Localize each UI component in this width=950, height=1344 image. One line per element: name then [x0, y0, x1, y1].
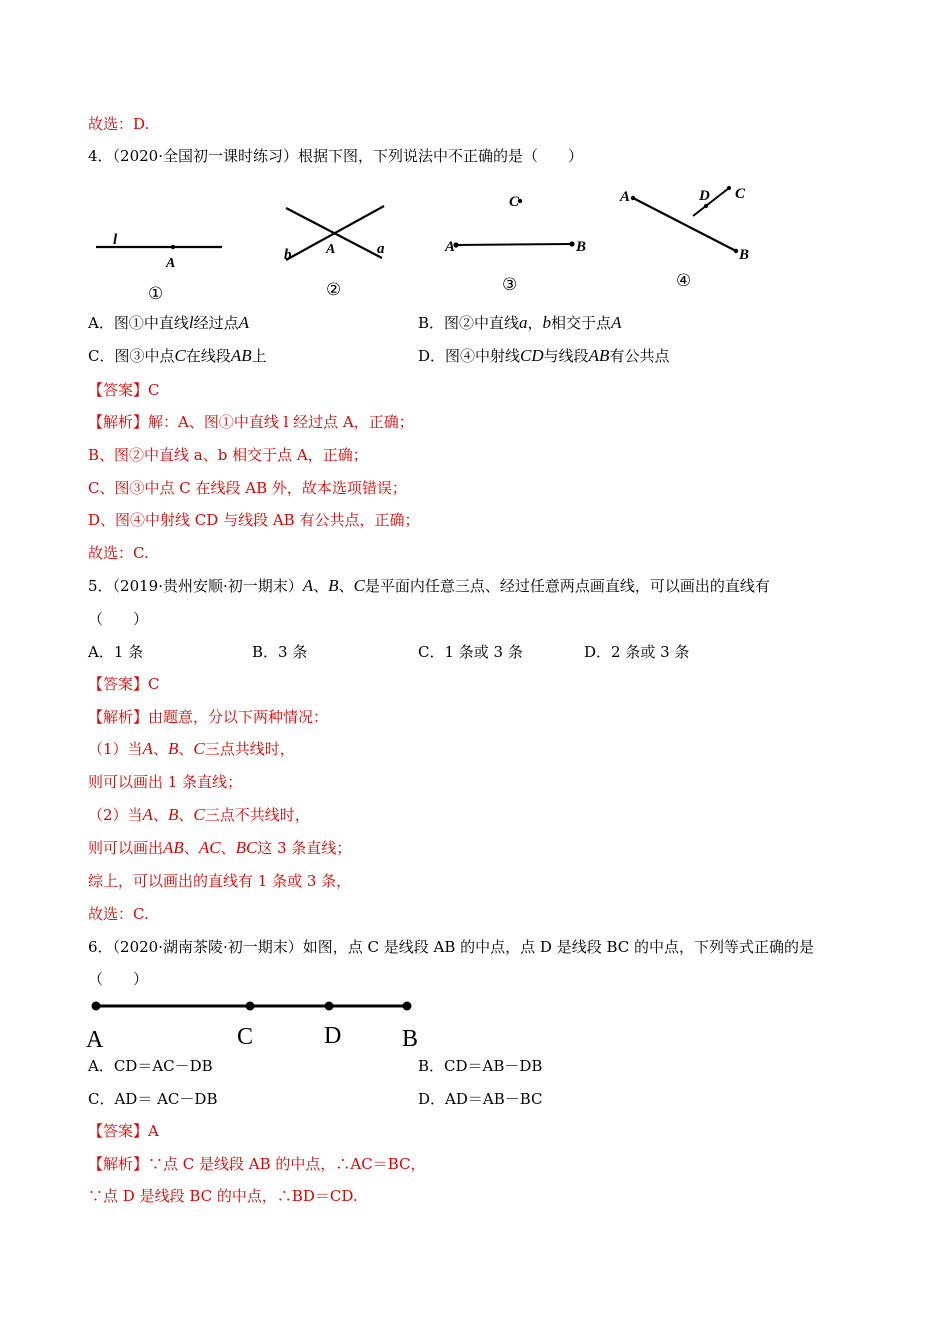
q4-figures: [88, 178, 788, 303]
q5-stem-brackets: （ ）: [88, 610, 149, 628]
q4-option-b: B．图②中直线a，b相交于点A: [418, 313, 622, 332]
q4-option-d: D．图④中射线CD与线段AB有公共点: [418, 346, 670, 365]
q5-stem: 5．（2019·贵州安顺·初一期末）A、B、C是平面内任意三点、经过任意两点画直线，可以画出的直线有: [88, 576, 770, 595]
q6-label-C: C: [237, 1024, 254, 1050]
q6-label-A: A: [86, 1027, 104, 1053]
q5-analysis-line: 综上，可以画出的直线有 1 条或 3 条，: [88, 872, 352, 890]
q4-option-a: A．图①中直线l经过点A: [88, 313, 249, 332]
q4-option-c: C．图③中点C在线段AB上: [88, 346, 267, 365]
q6-point-A: [92, 1002, 101, 1011]
q5-analysis-line: 故选：C.: [88, 905, 149, 923]
fig4-label-D: D: [699, 188, 710, 204]
fig1-number: ①: [148, 284, 164, 303]
fig4-label-A: A: [620, 189, 631, 205]
q4-analysis-line: C、图③中点 C 在线段 AB 外，故本选项错误；: [88, 479, 407, 497]
q6-option-c: C．AD＝ AC－DB: [88, 1090, 218, 1108]
q4-answer: 【答案】C: [88, 381, 160, 399]
q6-answer: 【答案】A: [88, 1122, 159, 1140]
q6-point-B: [403, 1002, 412, 1011]
q6-option-b: B．CD＝AB－DB: [418, 1057, 543, 1075]
fig2-label-a: a: [377, 241, 385, 257]
q6-figure: [84, 994, 444, 1054]
fig3-number: ③: [502, 275, 518, 294]
fig1-label-A: A: [166, 256, 176, 271]
fig4-label-C: C: [735, 186, 746, 202]
q6-option-d: D．AD＝AB－BC: [418, 1090, 543, 1108]
q5-analysis-line: （2）当A、B、C三点不共线时，: [88, 805, 310, 824]
fig2-label-b: b: [284, 247, 292, 263]
fig1-label-l: l: [113, 232, 118, 248]
q3-conclusion: 故选：D.: [88, 115, 150, 133]
fig3-segment: [456, 244, 572, 245]
fig4-number: ④: [676, 271, 692, 290]
fig3-label-A: A: [445, 239, 456, 255]
q6-label-D: D: [324, 1023, 342, 1049]
q4-analysis-line: 【解析】解：A、图①中直线 l 经过点 A，正确；: [88, 413, 414, 431]
q6-option-a: A．CD＝AC－DB: [88, 1057, 213, 1075]
q4-analysis-line: B、图②中直线 a、b 相交于点 A，正确；: [88, 446, 368, 464]
fig1-point: [171, 245, 175, 249]
q5-option-c: C．1 条或 3 条: [418, 643, 523, 661]
q5-option-b: B．3 条: [252, 643, 308, 661]
fig4-label-B: B: [739, 247, 750, 263]
q4-analysis-line: 故选：C.: [88, 544, 149, 562]
fig3-label-C: C: [509, 194, 520, 210]
q6-label-B: B: [402, 1026, 419, 1052]
q6-point-D: [325, 1002, 334, 1011]
q6-stem: 6．（2020·湖南茶陵·初一期末）如图，点 C 是线段 AB 的中点，点 D 是线段 BC 的中点，下列等式正确的是: [88, 938, 815, 956]
q5-analysis-line: 则可以画出 1 条直线；: [88, 773, 243, 791]
q4-analysis-line: D、图④中射线 CD 与线段 AB 有公共点，正确；: [88, 511, 420, 529]
q6-analysis-line: ∵点 D 是线段 BC 的中点，∴BD＝CD.: [88, 1187, 358, 1205]
q5-analysis-line: 则可以画出AB、AC、BC这 3 条直线；: [88, 838, 352, 857]
q4-stem: 4．（2020·全国初一课时练习）根据下图，下列说法中不正确的是（ ）: [88, 147, 583, 165]
q5-option-d: D．2 条或 3 条: [584, 643, 690, 661]
q6-stem-brackets: （ ）: [88, 970, 149, 988]
q6-analysis-line: 【解析】∵点 C 是线段 AB 的中点，∴AC＝BC，: [88, 1155, 426, 1173]
fig2-number: ②: [326, 280, 342, 299]
q5-analysis-line: 【解析】由题意，分以下两种情况：: [88, 708, 329, 726]
q5-analysis-line: （1）当A、B、C三点共线时，: [88, 739, 295, 758]
fig2-label-A: A: [326, 242, 336, 257]
fig3-label-B: B: [576, 239, 587, 255]
fig4-segment-AB: [633, 198, 736, 251]
q5-option-a: A．1 条: [88, 643, 144, 661]
q6-point-C: [246, 1002, 255, 1011]
q5-answer: 【答案】C: [88, 675, 160, 693]
